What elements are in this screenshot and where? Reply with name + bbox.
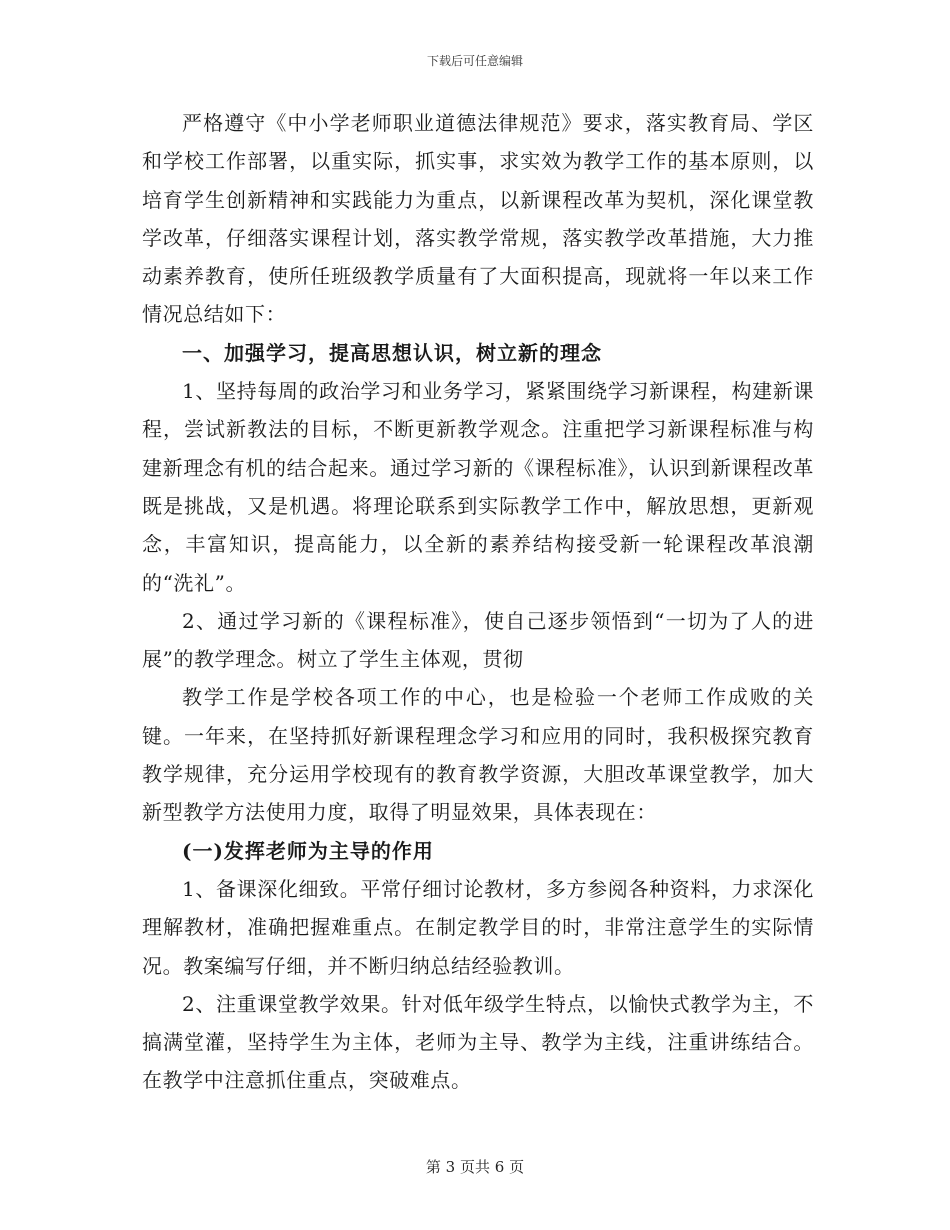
page-number: 第 3 页共 6 页 [425,1158,525,1176]
paragraph-lesson-prep: 1、备课深化细致。平常仔细讨论教材，多方参阅各种资料，力求深化理解教材，准确把握难重点。在制定教学目的时，非常注意学生的实际情况。教案编写仔细，并不断归纳总结经验教训。 [142,876,814,978]
paragraph-study-2: 2、通过学习新的《课程标准》，使自己逐步领悟到“一切为了人的进展”的教学理念。树立了学生主体观，贯彻 [142,608,814,672]
paragraph-study-1: 1、坚持每周的政治学习和业务学习，紧紧围绕学习新课程，构建新课程，尝试新教法的目标，不断更新教学观念。注重把学习新课程标准与构建新理念有机的结合起来。通过学习新的《课程标准》，认识到新课程改革既是挑战，又是机遇。将理论联系到实际教学工作中，解放思想，更新观念，丰富知识，提高能力，以全新的素养结构接受新一轮课程改革浪潮的“洗礼”。 [142,379,814,595]
intro-paragraph: 严格遵守《中小学老师职业道德法律规范》要求，落实教育局、学区和学校工作部署，以重实际，抓实事，求实效为教学工作的基本原则，以培育学生创新精神和实践能力为重点，以新课程改革为契机，深化课堂教学改革，仔细落实课程计划，落实教学常规，落实教学改革措施，大力推动素养教育，使所任班级教学质量有了大面积提高，现就将一年以来工作情况总结如下： [142,111,814,327]
paragraph-classroom-effect: 2、注重课堂教学效果。针对低年级学生特点，以愉快式教学为主，不搞满堂灌，坚持学生为主体，老师为主导、教学为主线，注重讲练结合。在教学中注意抓住重点，突破难点。 [142,991,814,1093]
subsection-heading-1: (一)发挥老师为主导的作用 [182,838,434,863]
paragraph-teaching-work: 教学工作是学校各项工作的中心，也是检验一个老师工作成败的关键。一年来，在坚持抓好新课程理念学习和应用的同时，我积极探究教育教学规律，充分运用学校现有的教育教学资源，大胆改革课堂教学，加大新型教学方法使用力度，取得了明显效果，具体表现在： [142,685,814,825]
section-heading-1: 一、加强学习，提高思想认识，树立新的理念 [182,340,602,365]
document-body [142,104,814,1100]
page-header: 下载后可任意编辑 [426,54,523,68]
